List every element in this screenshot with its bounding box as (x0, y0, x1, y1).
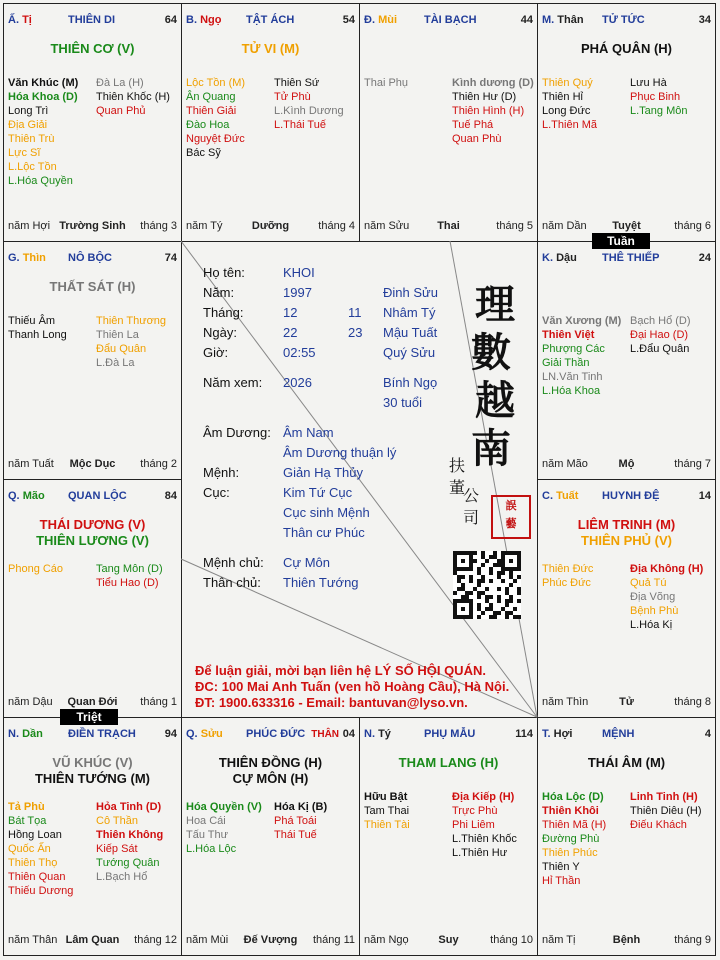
minor-star: Tấu Thư (186, 829, 229, 841)
minor-star: Thiên Tài (364, 819, 410, 831)
minor-star: Phá Toái (274, 815, 317, 827)
palace-branch: Thân (557, 14, 584, 26)
month-label: tháng 2 (140, 458, 177, 470)
minor-star: Thiên Hư (D) (452, 91, 517, 103)
nam-xem-label: Năm xem: (203, 375, 263, 390)
palace-age-number: 94 (164, 728, 177, 740)
minor-star: Bác Sỹ (186, 147, 221, 159)
year-label: năm Dần (542, 220, 587, 232)
minor-star: L.Hóa Lộc (186, 843, 237, 855)
minor-star: Quả Tú (630, 577, 667, 589)
nam-xem-can-chi: Bính Ngọ (383, 375, 438, 390)
calligraphy-char: 南 (471, 425, 511, 472)
minor-star: Hồng Loan (8, 829, 62, 841)
palace-stem: Q. (8, 490, 20, 502)
palace-name: MỆNH (602, 728, 635, 740)
palace-name: NÔ BỘC (68, 252, 112, 264)
than-chu-label: Thân chủ: (203, 575, 261, 590)
calligraphy-char: 越 (475, 377, 515, 424)
am-duong-value: Âm Nam (283, 425, 334, 440)
ho-ten-value: KHOI (283, 265, 315, 280)
minor-star: L.Thiên Hư (452, 847, 508, 859)
cuc-label: Cục: (203, 485, 230, 500)
cuc-value-2: Cục sinh Mệnh (283, 505, 370, 520)
minor-star: Lộc Tồn (M) (186, 77, 246, 89)
calligraphy-small-char: 扶 (449, 456, 466, 475)
minor-star: Địa Kiếp (H) (452, 791, 515, 803)
menh-value: Giản Hạ Thủy (283, 465, 363, 480)
year-label: năm Mùi (186, 934, 229, 946)
minor-star: L.Tang Môn (630, 105, 688, 117)
life-stage: Bệnh (612, 934, 641, 946)
nam-xem-value: 2026 (283, 375, 312, 390)
ngay-can-chi: Mậu Tuất (383, 325, 438, 340)
minor-star: Hóa Khoa (D) (8, 91, 78, 103)
palace-stem: N. (8, 728, 19, 740)
minor-star: Thiên Việt (542, 329, 595, 341)
minor-star: Thiên Mã (H) (542, 819, 607, 831)
palace-age-number: 24 (698, 252, 711, 264)
palace-name: PHỤ MẪU (424, 728, 476, 740)
minor-star: Tử Phù (274, 91, 311, 103)
minor-star: Thiên Khốc (H) (96, 91, 170, 103)
center-info-panel (183, 243, 539, 719)
minor-star: Thiếu Dương (8, 885, 74, 897)
main-star: THIÊN TƯỚNG (M) (34, 771, 151, 786)
minor-star: Phi Liêm (452, 819, 495, 831)
red-seal-stamp: 誤 藝 (491, 495, 531, 539)
life-stage: Dưỡng (251, 220, 290, 232)
year-label: năm Ngọ (364, 934, 409, 946)
palace-stem: Q. (186, 728, 198, 740)
minor-star: Hóa Lộc (D) (542, 791, 604, 803)
palace-branch: Dậu (556, 252, 577, 264)
palace-branch: Ngọ (200, 14, 222, 26)
month-label: tháng 7 (674, 458, 711, 470)
palace-name: THÊ THIẾP (602, 252, 660, 264)
minor-star: Phượng Các (542, 343, 605, 355)
palace-branch: Mão (22, 490, 45, 502)
minor-star: Thiên Hình (H) (452, 105, 525, 117)
main-star: CỰ MÔN (H) (232, 771, 309, 786)
palace-age-number: 04 (342, 728, 355, 740)
minor-star: Địa Võng (630, 591, 676, 603)
minor-star: Thiên Y (542, 861, 580, 873)
main-star: THẤT SÁT (H) (49, 279, 136, 294)
palace-age-number: 34 (698, 14, 711, 26)
minor-star: Thái Tuế (274, 829, 317, 841)
minor-star: Thiên Phúc (542, 847, 598, 859)
palace-stem: Ấ. (8, 14, 19, 26)
palace-stem: M. (542, 14, 555, 26)
ngay-value: 22 (283, 325, 298, 340)
month-label: tháng 4 (318, 220, 355, 232)
contact-line1: Để luận giải, mời bạn liên hệ LÝ SỐ HỘI QUÁN. (195, 663, 486, 678)
minor-star: Điếu Khách (630, 819, 687, 831)
palace-age-number: 4 (704, 728, 711, 740)
minor-star: Tiểu Hao (D) (96, 577, 159, 589)
minor-star: Địa Giải (8, 119, 48, 131)
palace-name: QUAN LỘC (68, 490, 127, 502)
minor-star: Phục Binh (630, 91, 681, 103)
gio-value: 02:55 (283, 345, 316, 360)
palace-stem: B. (186, 14, 197, 26)
month-label: tháng 10 (490, 934, 533, 946)
minor-star: Đà La (H) (96, 77, 144, 89)
minor-star: Thiên Trù (8, 133, 55, 145)
month-label: tháng 3 (140, 220, 177, 232)
month-label: tháng 12 (134, 934, 177, 946)
minor-star: Thiên Quan (8, 871, 66, 883)
palace-branch: Tuất (556, 490, 579, 502)
minor-star: Tam Thai (364, 805, 410, 817)
minor-star: Văn Khúc (M) (8, 77, 79, 89)
calligraphy-char: 數 (471, 329, 511, 376)
nam-label: Năm: (203, 285, 235, 300)
life-stage: Suy (438, 934, 459, 946)
year-label: năm Thìn (542, 696, 589, 708)
minor-star: Tuế Phá (452, 119, 494, 131)
minor-star: L.Hóa Kị (630, 619, 673, 631)
palace-stem: Đ. (364, 14, 375, 26)
palace-stem: G. (8, 252, 20, 264)
palace-age-number: 64 (164, 14, 177, 26)
palace-stem: C. (542, 490, 553, 502)
minor-star: L.Kình Dương (274, 105, 344, 117)
minor-star: Bát Tọa (8, 815, 47, 827)
month-label: tháng 6 (674, 220, 711, 232)
thang-value: 12 (283, 305, 298, 320)
life-stage: Quan Đới (67, 696, 118, 708)
life-stage: Mộc Dục (69, 458, 116, 470)
palace-branch: Tị (22, 14, 32, 26)
year-label: năm Tị (542, 934, 576, 946)
life-stage: Lâm Quan (65, 934, 120, 946)
minor-star: Quốc Ấn (8, 843, 51, 855)
cuc-value: Kim Tứ Cục (283, 485, 353, 500)
main-star: THAM LANG (H) (398, 755, 499, 770)
minor-star: Hóa Kị (B) (274, 801, 328, 813)
minor-star: Thiên Quý (542, 77, 593, 89)
month-label: tháng 9 (674, 934, 711, 946)
palace-stem: T. (542, 728, 551, 740)
palace-name: TẬT ÁCH (246, 14, 295, 26)
palace-name: ĐIỀN TRẠCH (68, 728, 136, 740)
palace-age-number: 54 (342, 14, 355, 26)
than-chu-value: Thiên Tướng (283, 575, 359, 590)
main-star: THÁI DƯƠNG (V) (39, 517, 146, 532)
year-label: năm Sửu (364, 220, 410, 232)
gio-label: Giờ: (203, 345, 229, 360)
palace-age-number: 74 (164, 252, 177, 264)
ngay-am: 23 (348, 325, 363, 340)
minor-star: Thiên Không (96, 829, 164, 841)
contact-line3: ĐT: 1900.633316 - Email: bantuvan@lyso.vn. (195, 695, 468, 710)
palace-branch: Dần (22, 728, 43, 740)
month-label: tháng 11 (312, 934, 355, 946)
main-star: THIÊN ĐỒNG (H) (218, 755, 323, 770)
minor-star: Kiếp Sát (96, 843, 138, 855)
calligraphy-char: 理 (475, 281, 515, 328)
cuc-value-3: Thân cư Phúc (283, 525, 365, 540)
main-star: VŨ KHÚC (V) (52, 755, 133, 770)
life-stage: Tuyệt (612, 220, 641, 232)
minor-star: Phúc Đức (542, 577, 591, 589)
than-marker: THÂN (311, 729, 340, 740)
month-label: tháng 1 (140, 696, 177, 708)
palace-name: PHÚC ĐỨC THÂN (246, 728, 340, 740)
minor-star: Địa Không (H) (630, 563, 704, 575)
minor-star: Thiên Đức (542, 563, 594, 575)
year-label: năm Hợi (8, 220, 51, 232)
year-label: năm Tuất (8, 458, 54, 470)
ngay-label: Ngày: (203, 325, 237, 340)
minor-star: Thiên Giải (186, 105, 237, 117)
minor-star: Tang Môn (D) (96, 563, 163, 575)
life-stage: Tử (619, 696, 634, 708)
minor-star: L.Thiên Khốc (452, 833, 517, 845)
palace-branch: Mùi (378, 14, 398, 26)
minor-star: Hỉ Thần (542, 875, 581, 887)
minor-star: Long Trì (8, 105, 49, 117)
ho-ten-label: Họ tên: (203, 265, 245, 280)
minor-star: L.Hóa Khoa (542, 385, 601, 397)
contact-line2: ĐC: 100 Mai Anh Tuấn (ven hồ Hoàng Cầu), Hà Nội. (195, 679, 510, 694)
thang-am: 11 (348, 305, 362, 320)
main-star: THÁI ÂM (M) (587, 755, 666, 770)
minor-star: Thiên Hỉ (542, 91, 583, 103)
minor-star: L.Thiên Mã (542, 119, 598, 131)
minor-star: Đường Phù (542, 833, 600, 845)
minor-star: L.Đẩu Quân (630, 343, 690, 355)
minor-star: Quan Phủ (96, 105, 146, 117)
life-stage: Trường Sinh (59, 220, 126, 232)
minor-star: Nguyệt Đức (186, 133, 245, 145)
minor-star: Thanh Long (8, 329, 67, 341)
nam-value: 1997 (283, 285, 312, 300)
thang-can-chi: Nhâm Tý (383, 305, 436, 320)
year-label: năm Tý (186, 220, 223, 232)
minor-star: Hóa Quyền (V) (186, 801, 262, 813)
thang-label: Tháng: (203, 305, 244, 320)
qr-code (453, 551, 521, 619)
minor-star: Cô Thần (96, 815, 138, 827)
minor-star: Hỏa Tinh (D) (96, 801, 162, 813)
minor-star: Ân Quang (186, 91, 236, 103)
minor-star: Linh Tinh (H) (630, 791, 698, 803)
minor-star: Bạch Hổ (D) (630, 315, 691, 327)
calligraphy-small-char: 公 (463, 486, 480, 505)
palace-stem: N. (364, 728, 375, 740)
palace-name: TÀI BẠCH (424, 14, 477, 26)
life-stage: Thai (437, 220, 460, 232)
minor-star: Hoa Cái (186, 815, 226, 827)
tuoi-value: 30 tuổi (383, 395, 423, 410)
minor-star: Phong Cáo (8, 563, 64, 575)
minor-star: L.Hóa Quyền (8, 175, 73, 187)
am-duong-label: Âm Dương: (203, 425, 271, 440)
am-duong-value-2: Âm Dương thuận lý (283, 445, 397, 460)
tu-vi-chart (3, 3, 715, 955)
life-stage: Đế Vượng (243, 934, 298, 946)
main-star: THIÊN PHỦ (V) (581, 533, 672, 548)
calligraphy-small-char: 董 (449, 478, 466, 497)
palace-branch: Thìn (22, 252, 46, 264)
palace-branch: Hợi (553, 728, 573, 740)
palace-age-number: 44 (520, 14, 533, 26)
main-star: THIÊN LƯƠNG (V) (36, 533, 149, 548)
month-label: tháng 8 (674, 696, 711, 708)
minor-star: Thiên Sứ (274, 77, 320, 89)
life-stage: Mộ (618, 458, 635, 470)
minor-star: Đại Hao (D) (630, 329, 689, 341)
year-label: năm Mão (542, 458, 588, 470)
minor-star: Kình dương (D) (452, 77, 534, 89)
minor-star: Đẩu Quân (96, 343, 147, 355)
minor-star: Thai Phụ (364, 77, 409, 89)
menh-label: Mệnh: (203, 465, 240, 480)
minor-star: L.Thái Tuế (274, 119, 326, 131)
minor-star: Giải Thần (542, 357, 590, 369)
minor-star: Trực Phù (452, 805, 498, 817)
main-star: LIÊM TRINH (M) (577, 517, 676, 532)
minor-star: Thiếu Âm (8, 315, 56, 327)
minor-star: LN.Văn Tinh (542, 371, 603, 383)
minor-star: L.Đà La (96, 357, 135, 369)
palace-age-number: 14 (698, 490, 711, 502)
main-star: TỬ VI (M) (241, 41, 300, 56)
minor-star: Thiên Thọ (8, 857, 58, 869)
year-label: năm Thân (8, 934, 58, 946)
minor-star: Thiên Diêu (H) (630, 805, 702, 817)
minor-star: Quan Phù (452, 133, 502, 145)
minor-star: L.Lộc Tồn (8, 161, 57, 173)
minor-star: Bệnh Phù (630, 605, 679, 617)
tuan-label: Tuần (592, 233, 650, 249)
minor-star: L.Bạch Hổ (96, 871, 148, 883)
palace-name: THIÊN DI (68, 14, 116, 26)
minor-star: Văn Xương (M) (542, 315, 622, 327)
gio-can-chi: Quý Sửu (383, 345, 436, 360)
palace-age-number: 114 (515, 728, 533, 740)
palace-stem: K. (542, 252, 553, 264)
main-star: PHÁ QUÂN (H) (581, 41, 672, 56)
menh-chu-value: Cự Môn (283, 555, 330, 570)
palace-age-number: 84 (164, 490, 177, 502)
minor-star: Lưu Hà (630, 77, 667, 89)
year-label: năm Dậu (8, 696, 53, 708)
minor-star: Thiên La (96, 329, 139, 341)
minor-star: Thiên Khôi (542, 805, 599, 817)
minor-star: Tướng Quân (96, 857, 160, 869)
palace-name: TỬ TỨC (602, 14, 645, 26)
minor-star: Thiên Thương (96, 315, 167, 327)
nam-can-chi: Đinh Sửu (383, 285, 438, 300)
minor-star: Hữu Bật (364, 791, 408, 803)
palace-name: HUYNH ĐỆ (602, 490, 660, 502)
minor-star: Lực Sĩ (8, 147, 41, 159)
month-label: tháng 5 (496, 220, 533, 232)
minor-star: Tả Phù (8, 801, 45, 813)
calligraphy-small-char: 司 (463, 508, 480, 527)
main-star: THIÊN CƠ (V) (50, 41, 135, 56)
palace-branch: Tý (378, 728, 391, 740)
triet-label: Triệt (60, 709, 118, 725)
menh-chu-label: Mệnh chủ: (203, 555, 264, 570)
minor-star: Đào Hoa (186, 119, 230, 131)
palace-branch: Sửu (200, 728, 223, 740)
minor-star: Long Đức (542, 105, 591, 117)
